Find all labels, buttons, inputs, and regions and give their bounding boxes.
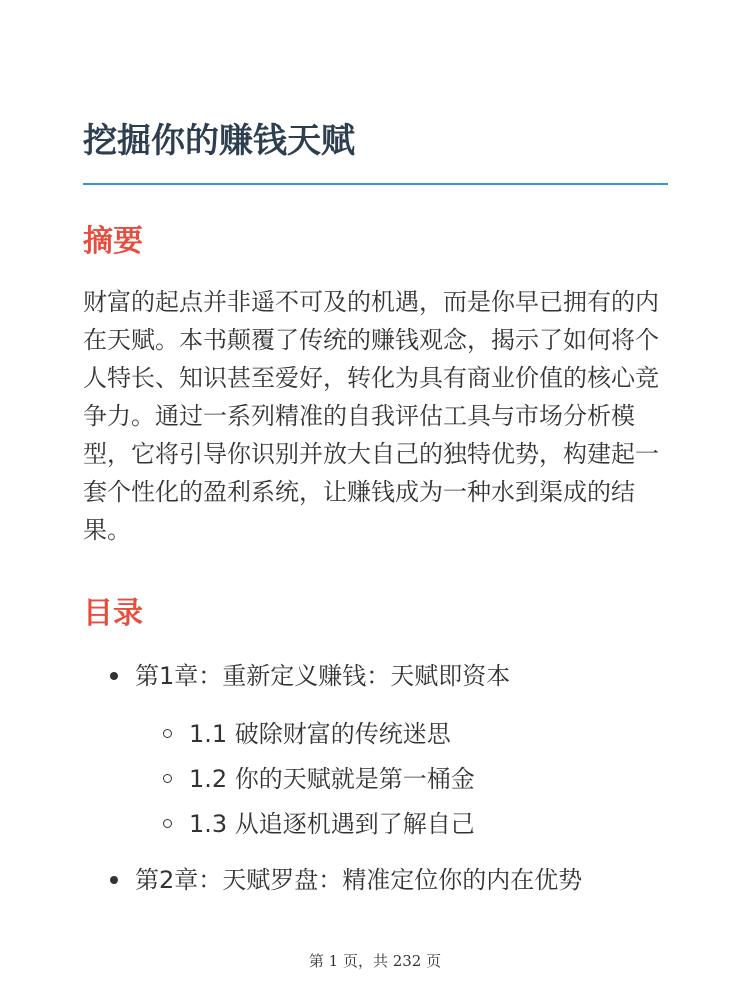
toc-chapter-label: 第1章：重新定义赚钱：天赋即资本 <box>135 662 511 690</box>
toc-section-label: 1.3 从追逐机遇到了解自己 <box>189 810 475 838</box>
bullet-circle-icon <box>163 774 172 783</box>
toc-section-label: 1.1 破除财富的传统迷思 <box>189 720 451 748</box>
toc-section-label: 1.2 你的天赋就是第一桶金 <box>189 765 475 793</box>
bullet-disc-icon <box>110 876 118 884</box>
book-title: 挖掘你的赚钱天赋 <box>83 121 355 161</box>
bullet-circle-icon <box>163 819 172 828</box>
toc-heading: 目录 <box>83 596 143 631</box>
toc-chapter-label: 第2章：天赋罗盘：精准定位你的内在优势 <box>135 866 583 894</box>
summary-heading: 摘要 <box>83 224 143 259</box>
bullet-disc-icon <box>110 672 118 680</box>
bullet-circle-icon <box>163 729 172 738</box>
title-divider <box>83 183 668 185</box>
page-number: 第 1 页，共 232 页 <box>308 952 442 970</box>
summary-paragraph: 财富的起点并非遥不可及的机遇，而是你早已拥有的内在天赋。本书颠覆了传统的赚钱观念，揭示了如何将个人特长、知识甚至爱好，转化为具有商业价值的核心竞争力。通过一系列精准的自我评估工具与市场分析模型，它将引导你识别并放大自己的独特优势，构建起一套个性化的盈利系统，让赚钱成为一种水到渠成的结果。 <box>83 288 659 544</box>
